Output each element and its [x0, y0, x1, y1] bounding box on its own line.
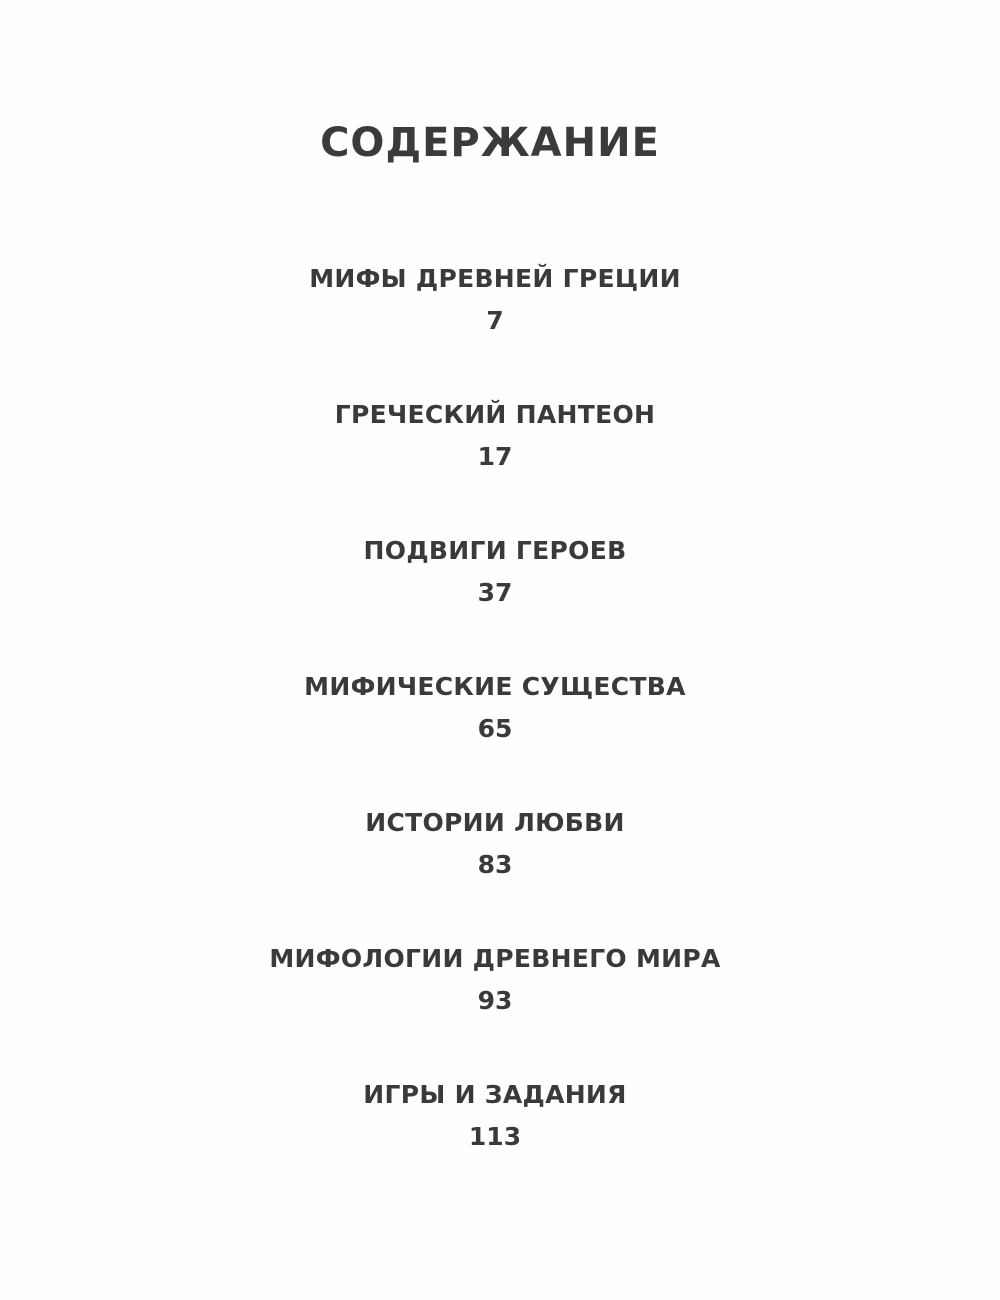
toc-entry: [0, 670, 990, 806]
toc-entry: [0, 942, 990, 1078]
toc-entry: [0, 262, 990, 398]
toc-page-number: 17: [477, 442, 513, 471]
page-title: СОДЕРЖАНИЕ: [320, 119, 660, 166]
toc-page-number: 65: [477, 714, 513, 743]
toc-chapter-title: МИФЫ ДРЕВНЕЙ ГРЕЦИИ: [309, 264, 681, 293]
toc-entry: [0, 1078, 990, 1214]
toc-chapter-title: МИФОЛОГИИ ДРЕВНЕГО МИРА: [269, 944, 721, 973]
toc-entry: [0, 806, 990, 942]
toc-page-number: 83: [477, 850, 513, 879]
toc-chapter-title: ПОДВИГИ ГЕРОЕВ: [363, 536, 627, 565]
toc-chapter-title: ИГРЫ И ЗАДАНИЯ: [363, 1080, 627, 1109]
toc-entry: [0, 534, 990, 670]
toc-page-number: 37: [477, 578, 513, 607]
toc-page-number: 113: [468, 1122, 522, 1151]
toc-page-number: 93: [477, 986, 513, 1015]
toc-chapter-title: ГРЕЧЕСКИЙ ПАНТЕОН: [334, 400, 656, 429]
toc-chapter-title: ИСТОРИИ ЛЮБВИ: [365, 808, 625, 837]
toc-page-number: 7: [486, 306, 504, 335]
toc-chapter-title: МИФИЧЕСКИЕ СУЩЕСТВА: [304, 672, 686, 701]
toc-entry: [0, 398, 990, 534]
table-of-contents: [0, 262, 990, 1214]
